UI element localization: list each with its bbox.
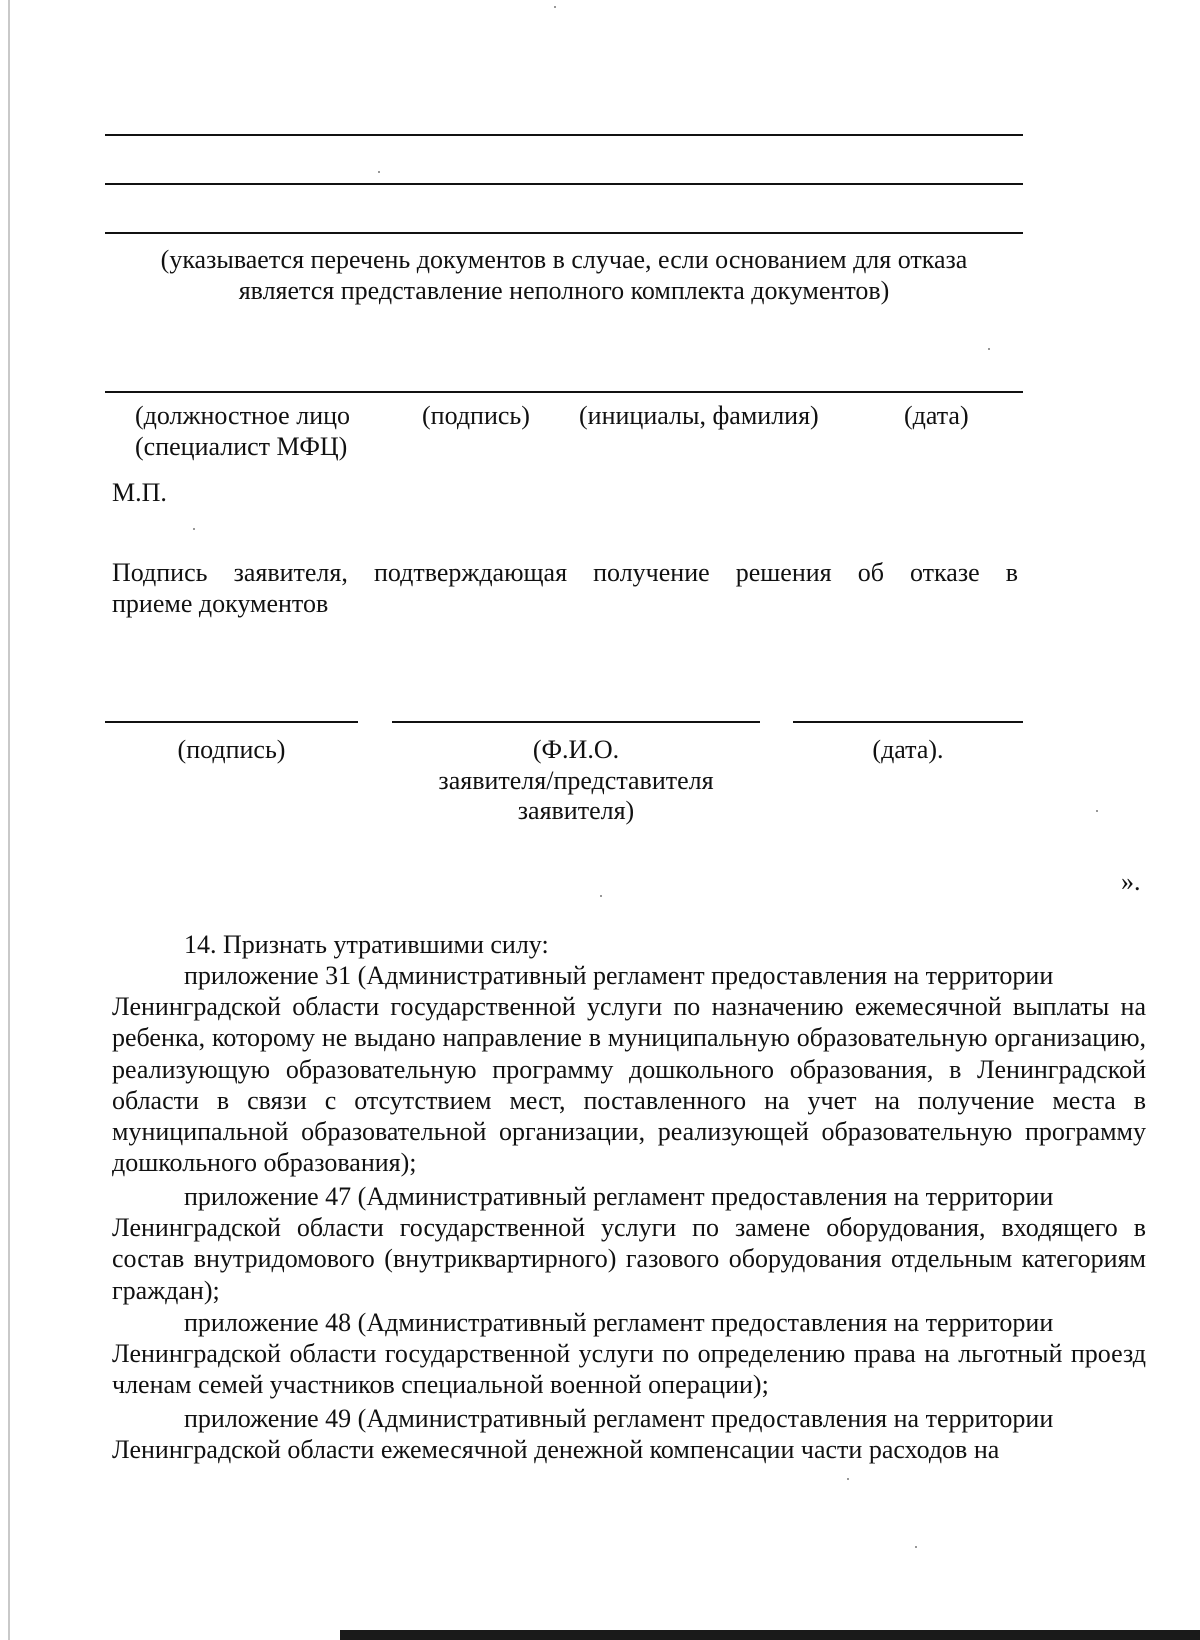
scan-speck [847, 1478, 849, 1480]
official-signature-line [105, 391, 1023, 393]
scan-speck [1096, 810, 1098, 812]
scan-speck [600, 895, 602, 897]
applicant-fio-line [392, 721, 760, 723]
official-position-label-1: (должностное лицо [135, 401, 351, 430]
scan-left-edge [8, 0, 10, 1640]
scan-bottom-edge [340, 1630, 1200, 1640]
section-14-heading: 14. Признать утратившими силу: [184, 930, 549, 959]
annex-31-paragraph [112, 960, 1146, 1178]
applicant-fio-label-2: заявителя/представителя [438, 766, 714, 795]
applicant-confirmation-word: получение [593, 558, 710, 587]
applicant-fio-label-1: (Ф.И.О. [532, 735, 620, 764]
annex-31-first-line: приложение 31 (Административный регламент предоставления на территории [184, 961, 1054, 990]
applicant-fio-label-3: заявителя) [517, 796, 635, 825]
document-list-line-1 [105, 134, 1023, 136]
scan-speck [193, 528, 195, 530]
applicant-date-line [793, 721, 1023, 723]
official-signature-label: (подпись) [422, 401, 530, 430]
applicant-signature-label: (подпись) [177, 735, 286, 764]
official-position-label-2: (специалист МФЦ) [135, 432, 348, 461]
applicant-confirmation-line-1 [112, 557, 1018, 588]
refusal-note-line-1: (указывается перечень документов в случае, если основанием для отказа [160, 245, 968, 274]
annex-47-text: Ленинградской области государственной услуги по замене оборудования, входящего в состав внутридомового (внутриквартирного) газового оборудования отдельным категориям граждан); [112, 1213, 1146, 1305]
document-list-line-3 [105, 232, 1023, 234]
applicant-confirmation-word: заявителя, [233, 558, 348, 587]
official-initials-label: (инициалы, фамилия) [579, 401, 819, 430]
applicant-confirmation-word: отказе [910, 558, 980, 587]
annex-47-first-line: приложение 47 (Административный регламент предоставления на территории [184, 1182, 1054, 1211]
applicant-date-label: (дата). [872, 735, 944, 764]
scan-speck [988, 348, 990, 350]
annex-31-text: Ленинградской области государственной услуги по назначению ежемесячной выплаты на ребенка, которому не выдано направление в муниципальную образовательную организацию, реализующую образовательную программу дошкольного образования, в Ленинградской области в связи с отсутствием мест, поставленного на учет на получение места в муниципальной образовательной организации, реализующей образовательную программу дошкольного образования); [112, 992, 1146, 1178]
closing-quote: ». [1121, 867, 1141, 896]
annex-49-text: Ленинградской области ежемесячной денежной компенсации части расходов на [112, 1435, 1000, 1465]
applicant-confirmation-word: решения [735, 558, 832, 587]
applicant-confirmation-word: об [857, 558, 884, 587]
scan-speck [915, 1546, 917, 1548]
refusal-note-line-2: является представление неполного комплекта документов) [238, 276, 890, 305]
annex-49-paragraph [112, 1403, 1146, 1465]
annex-48-first-line: приложение 48 (Административный регламент предоставления на территории [184, 1308, 1054, 1337]
annex-48-paragraph [112, 1307, 1146, 1401]
applicant-confirmation-word: в [1005, 558, 1018, 587]
official-date-label: (дата) [904, 401, 969, 430]
scan-speck [554, 6, 556, 8]
annex-48-text: Ленинградской области государственной услуги по определению права на льготный проезд членам семей участников специальной военной операции); [112, 1339, 1146, 1400]
annex-47-paragraph [112, 1181, 1146, 1306]
document-list-line-2 [105, 183, 1023, 185]
applicant-confirmation-word: Подпись [112, 558, 208, 587]
applicant-signature-line [105, 721, 358, 723]
scan-speck [378, 171, 380, 173]
annex-49-first-line: приложение 49 (Административный регламент предоставления на территории [184, 1404, 1054, 1433]
stamp-label: М.П. [112, 478, 167, 507]
applicant-confirmation-line-2: приеме документов [112, 589, 329, 618]
applicant-confirmation-word: подтверждающая [373, 558, 568, 587]
